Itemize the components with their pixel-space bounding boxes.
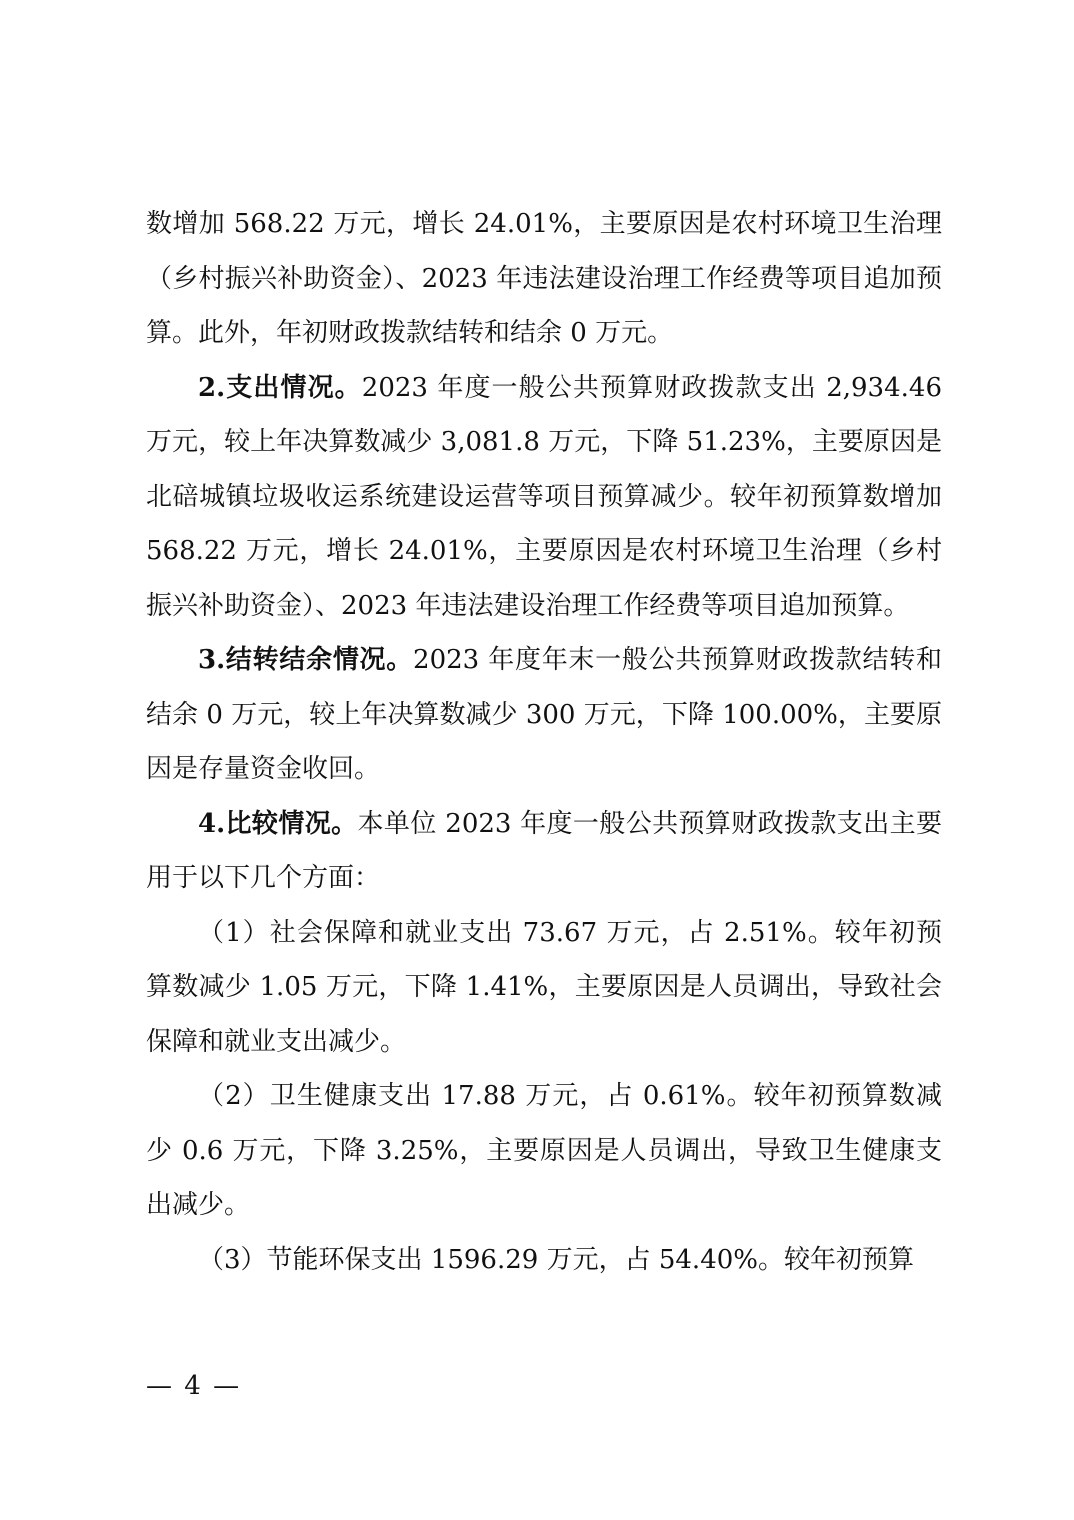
paragraph-text: 数增加 568.22 万元，增长 24.01%，主要原因是农村环境卫生治理（乡村振兴补助资金）、2023 年违法建设治理工作经费等项目追加预算。此外，年初财政拨款结转和结余 0 万元。 bbox=[146, 209, 942, 348]
paragraph-comparison bbox=[146, 797, 942, 906]
paragraph-heading: 4.比较情况。 bbox=[198, 808, 358, 839]
paragraph-carryover bbox=[146, 633, 942, 797]
paragraph-text: 2023 年度一般公共预算财政拨款支出 2,934.46 万元，较上年决算数减少 3,081.8 万元，下降 51.23%，主要原因是北碚城镇垃圾收运系统建设运营等项目预算减少。较年初预算数增加 568.22 万元，增长 24.01%，主要原因是农村环境卫生治理（乡村振兴补助资金）、2023 年违法建设治理工作经费等项目追加预算。 bbox=[146, 372, 942, 621]
paragraph-expenditure bbox=[146, 361, 942, 634]
paragraph-continuation bbox=[146, 197, 942, 361]
paragraph-text: 本单位 2023 年度一般公共预算财政拨款支出主要用于以下几个方面： bbox=[146, 808, 942, 893]
paragraph-heading: 2.支出情况。 bbox=[198, 372, 362, 403]
list-item-energy-environment: （3）节能环保支出 1596.29 万元，占 54.40%。较年初预算 bbox=[198, 1244, 914, 1275]
list-item-health: （2）卫生健康支出 17.88 万元，占 0.61%。较年初预算数减少 0.6 万元，下降 3.25%，主要原因是人员调出，导致卫生健康支出减少。 bbox=[146, 1081, 942, 1220]
paragraph-text: 2023 年度年末一般公共预算财政拨款结转和结余 0 万元，较上年决算数减少 300 万元，下降 100.00%，主要原因是存量资金收回。 bbox=[146, 645, 942, 784]
paragraph-heading: 3.结转结余情况。 bbox=[198, 645, 414, 675]
list-item-social-security: （1）社会保障和就业支出 73.67 万元，占 2.51%。较年初预算数减少 1.05 万元，下降 1.41%，主要原因是人员调出，导致社会保障和就业支出减少。 bbox=[146, 917, 942, 1057]
page-number: — 4 — bbox=[146, 1371, 242, 1401]
body-text bbox=[146, 197, 942, 1287]
